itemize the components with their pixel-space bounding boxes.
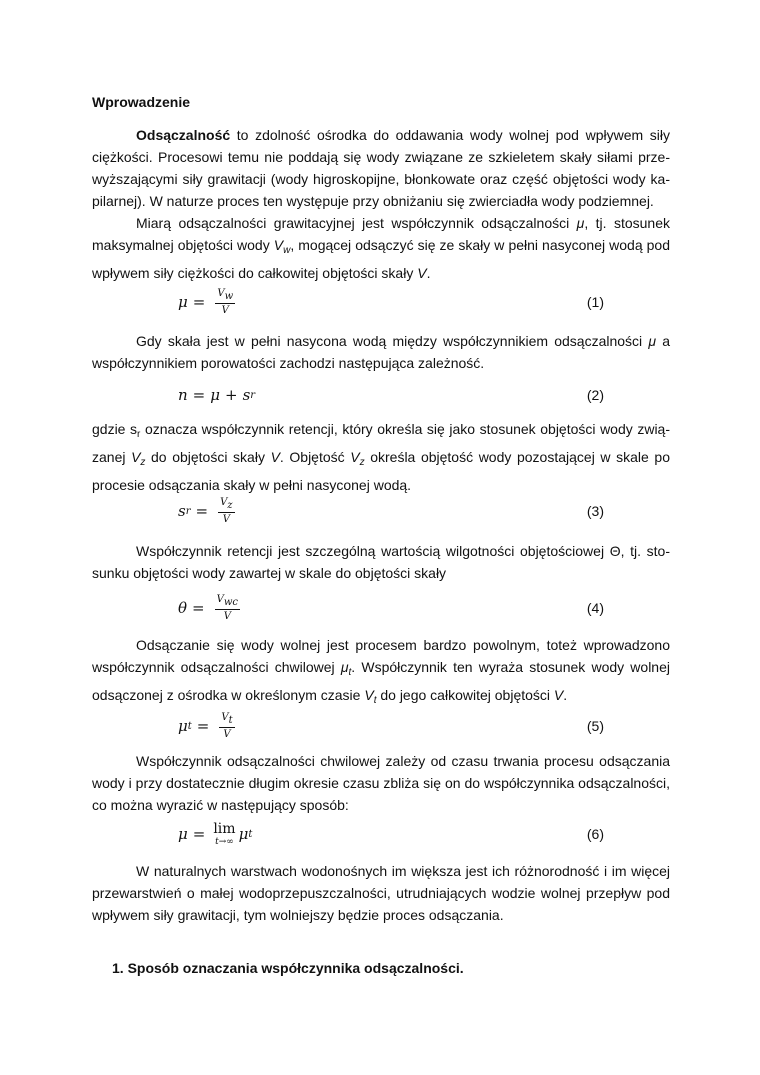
paragraph-gravity-measure: Miarą odsączalności grawitacyjnej jest współczynnik odsączalności μ, tj. stosunek maksymalnej objętości wody $V_w$, mogącej odsączyć się ze skały w pełni nasyconej wodą pod wpływem siły ciężkości do całkowitej objętości skały V. — [92, 215, 671, 281]
section-heading-1: 1. Sposób oznaczania współczynnika odsączalności. — [112, 960, 464, 976]
paragraph-saturation: Gdy skała jest w pełni nasycona wodą między współczynnikiem odsączalności μ a współczynnikiem porowatości zachodzi następująca zależność. — [92, 333, 670, 371]
paragraph-instantaneous: Odsączanie się wody wolnej jest procesem bardzo powolnym, toteż wprowadzono współczynnik odsączalności chwilowej $\mu_t$. Współczynnik ten wyraża stosunek wody wolnej odsączonej z ośrodka w określonym czasie $V_t$ do jego całkowitej objętości V. — [92, 637, 670, 706]
equation-2-number: (2) — [586, 387, 604, 403]
equation-6-number: (6) — [586, 826, 604, 842]
equation-3: s r = $\frac{V_z}{V}$ (3) — [0, 491, 760, 531]
equation-2: n = μ + s r (2) — [0, 375, 760, 415]
equation-1: μ = $\frac{V_w}{V}$ (1) — [0, 282, 760, 322]
paragraph-definition: Odsączalność to zdolność ośrodka do oddawania wody wolnej pod wpływem siły ciężkości. Procesowi temu nie poddają się wody związane ze szkieletem skały siłami przewyższającymi siły grawitacji (wody higroskopijne, błonkowate oraz część objętości wody kapilarnej). W naturze proces ten występuje przy obniżaniu się zwierciadła wody podziemnej. — [92, 127, 670, 209]
equation-4-number: (4) — [586, 600, 604, 616]
paragraph-layers: W naturalnych warstwach wodonośnych im większa jest ich różnorodność i im więcej przewarstwień o małej wodoprzepuszczalności, utrudniających wodzie wolnej przepływ pod wpływem siły grawitacji, tym wolniejszy będzie proces odsączania. — [92, 863, 670, 923]
paragraph-moisture: Współczynnik retencji jest szczególną wartością wilgotności objętościowej Θ, tj. stosunku objętości wody zawartej w skale do objętości skały — [92, 543, 670, 581]
equation-1-number: (1) — [586, 294, 604, 310]
equation-5-number: (5) — [586, 718, 604, 734]
equation-6: μ = lim t→∞ μ t (6) — [0, 814, 760, 854]
paragraph-limit: Współczynnik odsączalności chwilowej zależy od czasu trwania procesu odsączania wody i przy dostatecznie długim okresie czasu zbliża się on do współczynnika odsączalności, co można wyrazić w następujący sposób: — [92, 753, 670, 813]
equation-5: μ t = $\frac{V_t}{V}$ (5) — [0, 706, 760, 746]
equation-4: θ = $\frac{V_{wc}}{V}$ (4) — [0, 588, 760, 628]
equation-3-number: (3) — [586, 503, 604, 519]
term-odsaczalnosc: Odsączalność — [136, 127, 231, 143]
heading-wprowadzenie: Wprowadzenie — [92, 94, 191, 110]
paragraph-retention: gdzie $s_r$ oznacza współczynnik retencji, który określa się jako stosunek objętości wody związanej $V_z$ do objętości skały V. Objętość $V_z$ określa objętość wody pozostającej w skale po procesie odsączania skały w pełni nasyconej wodą. — [92, 421, 671, 493]
